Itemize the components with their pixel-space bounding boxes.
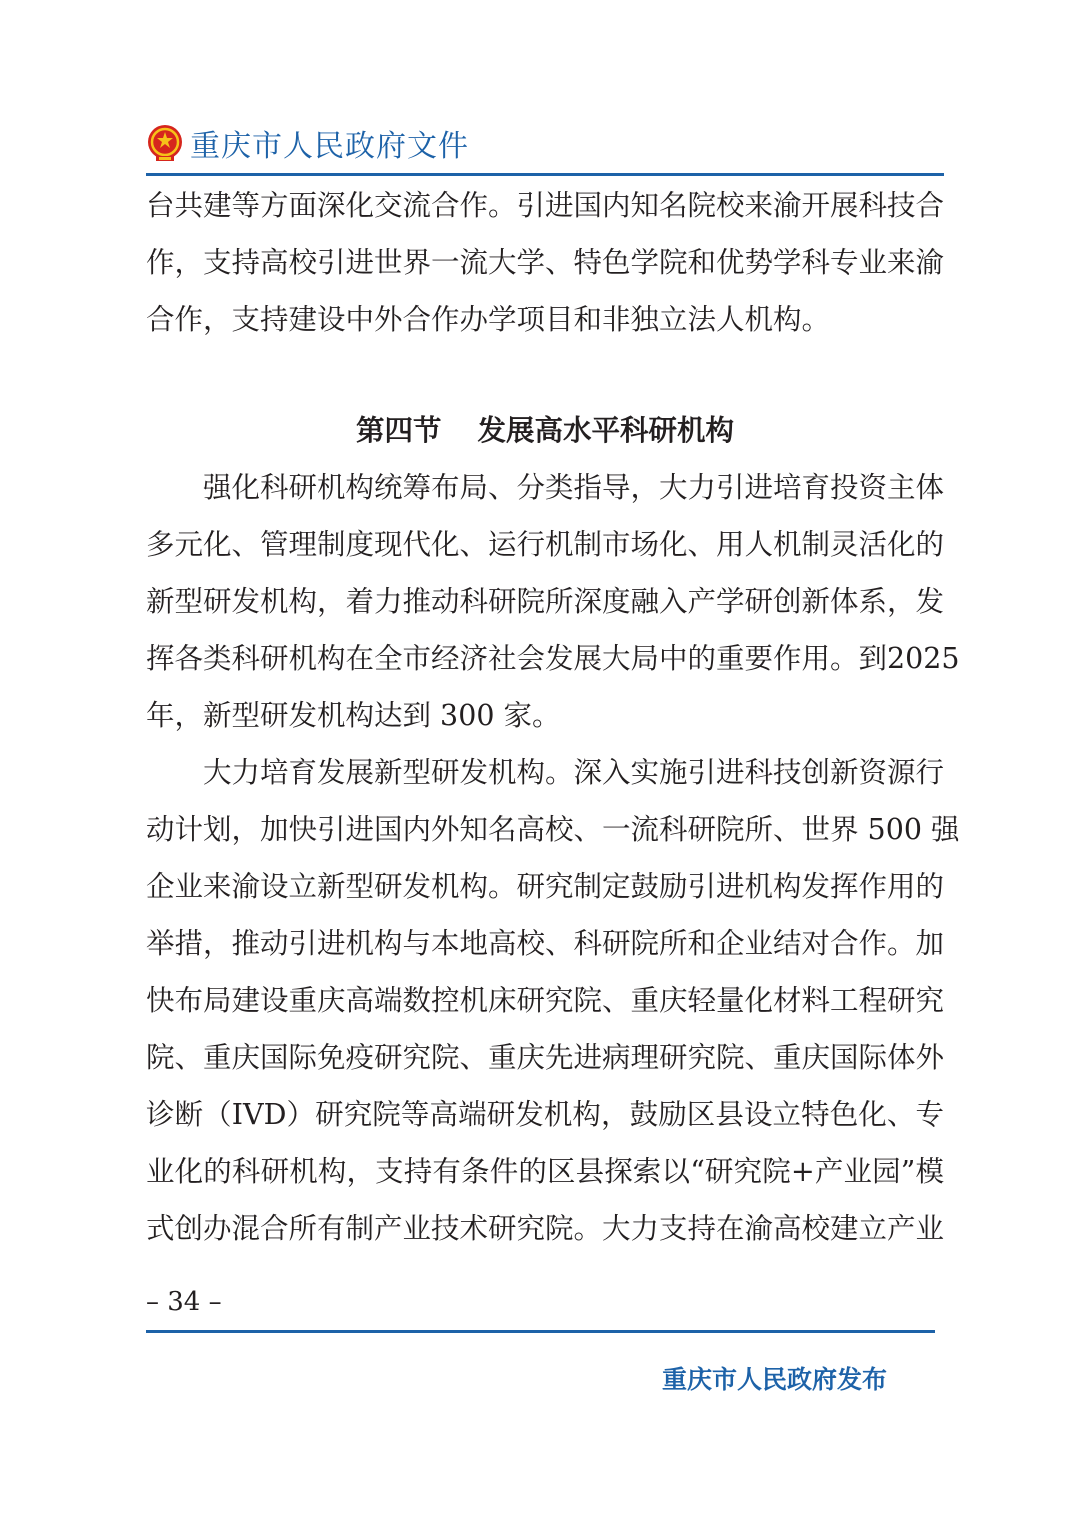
text-line: 作，支持高校引进世界一流大学、特色学院和优势学科专业来渝	[146, 246, 945, 279]
page-number: – 34 –	[146, 1287, 222, 1317]
text-line: 合作，支持建设中外合作办学项目和非独立法人机构。	[146, 303, 831, 336]
header-title: 重庆市人民政府文件	[190, 129, 469, 164]
text-line: 式创办混合所有制产业技术研究院。大力支持在渝高校建立产业	[146, 1212, 945, 1245]
text-line: 业化的科研机构，支持有条件的区县探索以“研究院+产业园”模	[146, 1155, 944, 1188]
document-header	[146, 118, 469, 168]
text-line: 年，新型研发机构达到 300 家。	[146, 699, 561, 732]
text-line: 动计划，加快引进国内外知名高校、一流科研院所、世界 500 强	[146, 813, 960, 846]
text-line: 大力培育发展新型研发机构。深入实施引进科技创新资源行	[203, 756, 945, 789]
text-line: 举措，推动引进机构与本地高校、科研院所和企业结对合作。加	[146, 927, 945, 960]
section-heading	[146, 410, 944, 450]
text-line: 企业来渝设立新型研发机构。研究制定鼓励引进机构发挥作用的	[146, 870, 945, 903]
footer-divider	[146, 1330, 935, 1333]
national-emblem-icon	[146, 123, 184, 163]
footer-publisher: 重庆市人民政府发布	[662, 1365, 888, 1394]
text-line: 挥各类科研机构在全市经济社会发展大局中的重要作用。到2025	[146, 642, 960, 675]
text-line: 强化科研机构统筹布局、分类指导，大力引进培育投资主体	[203, 471, 945, 504]
text-line: 新型研发机构，着力推动科研院所深度融入产学研创新体系，发	[146, 585, 945, 618]
text-line: 院、重庆国际免疫研究院、重庆先进病理研究院、重庆国际体外	[146, 1041, 945, 1074]
text-line: 诊断（IVD）研究院等高端研发机构，鼓励区县设立特色化、专	[146, 1098, 944, 1131]
text-line: 多元化、管理制度现代化、运行机制市场化、用人机制灵活化的	[146, 528, 945, 561]
text-line: 台共建等方面深化交流合作。引进国内知名院校来渝开展科技合	[146, 189, 945, 222]
text-line: 快布局建设重庆高端数控机床研究院、重庆轻量化材料工程研究	[146, 984, 945, 1017]
section-title: 发展高水平科研机构	[477, 413, 735, 447]
header-divider	[146, 173, 944, 176]
section-number: 第四节	[355, 413, 442, 447]
